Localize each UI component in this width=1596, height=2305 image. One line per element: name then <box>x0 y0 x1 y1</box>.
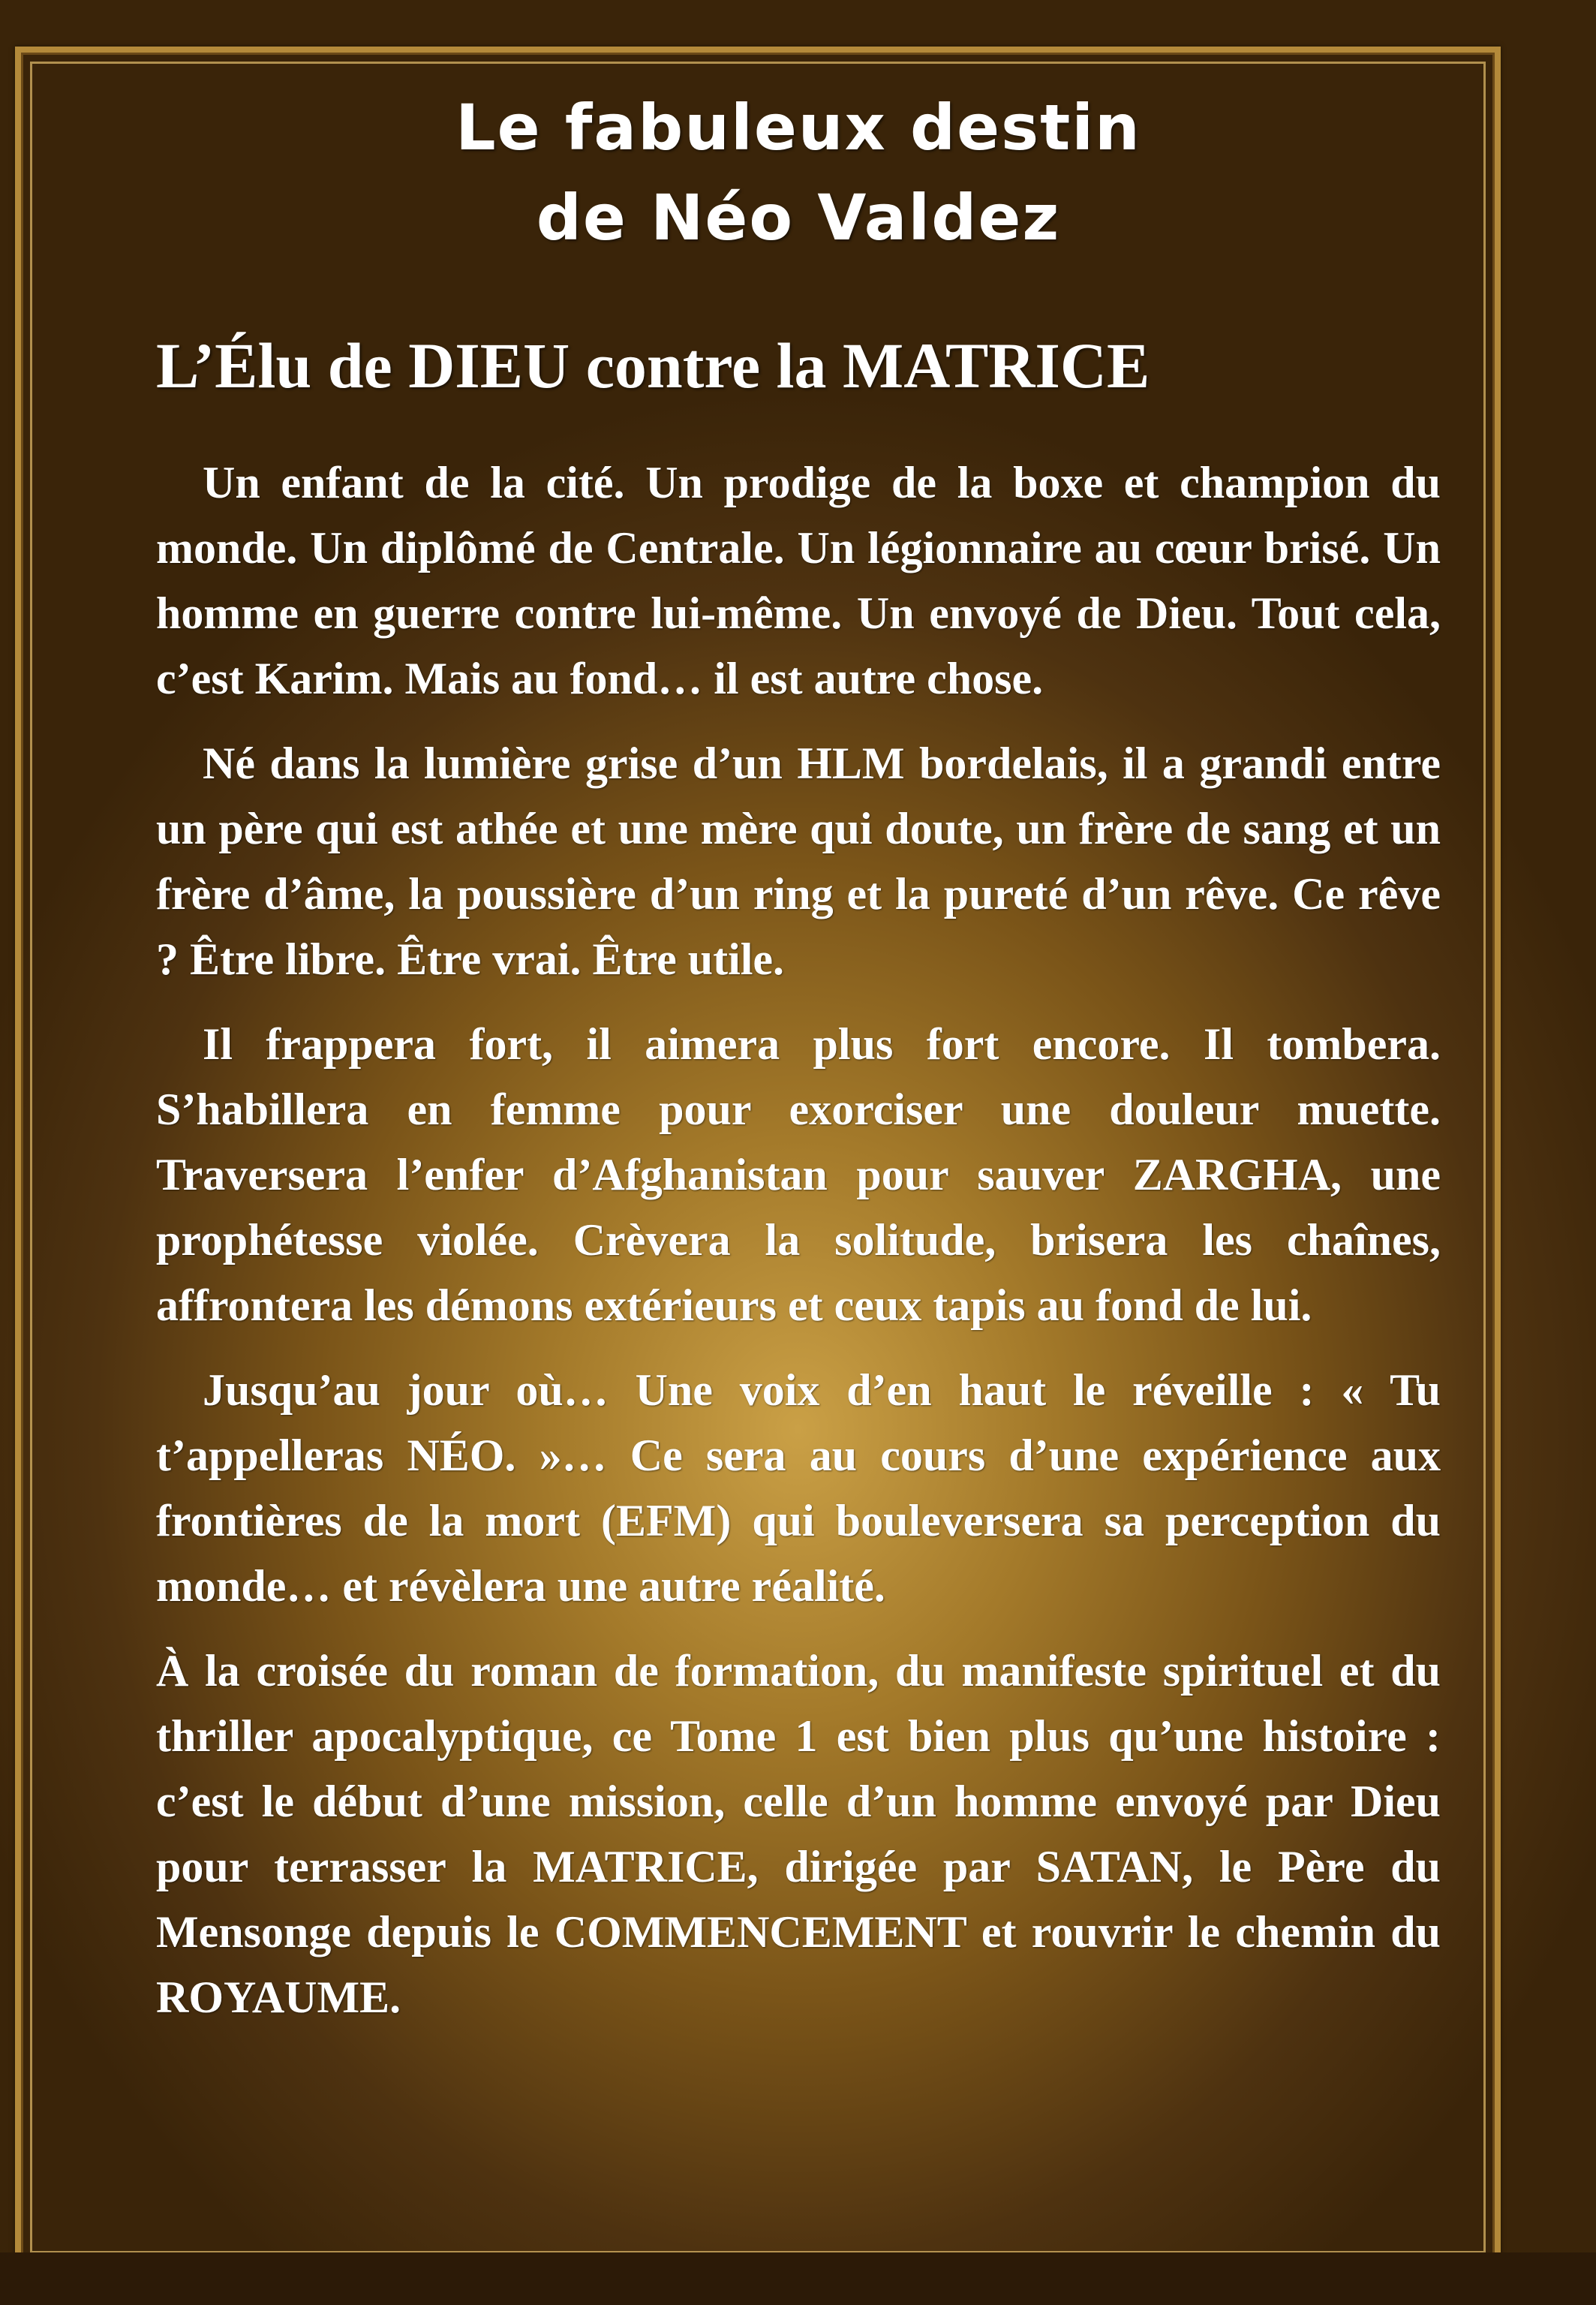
book-title-line-2: de Néo Valdez <box>536 181 1061 254</box>
blurb-paragraph-4: Jusqu’au jour où… Une voix d’en haut le réveille : « Tu t’appelleras NÉO. »… Ce sera au cours d’une expérience aux frontières de la mort (EFM) qui bouleversera sa perception du monde… et révèlera une autre réalité. <box>156 1365 1441 1611</box>
blurb <box>156 450 1441 2030</box>
book-title-line-1: Le fabuleux destin <box>455 91 1141 164</box>
blurb-paragraph-3: Il frappera fort, il aimera plus fort encore. Il tombera. S’habillera en femme pour exorciser une douleur muette. Traversera l’enfer d’Afghanistan pour sauver ZARGHA, une prophétesse violée. Crèvera la solitude, brisera les chaînes, affrontera les démons extérieurs et ceux tapis au fond de lui. <box>156 1019 1441 1330</box>
blurb-paragraph-5: À la croisée du roman de formation, du manifeste spirituel et du thriller apocalyptique, ce Tome 1 est bien plus qu’une histoire : c’est le début d’une mission, celle d’un homme envoyé par Dieu pour terrasser la MATRICE, dirigée par SATAN, le Père du Mensonge depuis le COMMENCEMENT et rouvrir le chemin du ROYAUME. <box>156 1646 1441 2022</box>
book-subtitle: L’Élu de DIEU contre la MATRICE <box>156 330 1150 402</box>
book-title <box>156 83 1441 263</box>
cover-text-block <box>156 83 1441 2050</box>
blurb-paragraph-2: Né dans la lumière grise d’un HLM bordelais, il a grandi entre un père qui est athée et une mère qui doute, un frère de sang et un frère d’âme, la poussière d’un ring et la pureté d’un rêve. Ce rêve ? Être libre. Être vrai. Être utile. <box>156 739 1441 984</box>
blurb-paragraph-1: Un enfant de la cité. Un prodige de la boxe et champion du monde. Un diplômé de Centrale. Un légionnaire au cœur brisé. Un homme en guerre contre lui-même. Un envoyé de Dieu. Tout cela, c’est Karim. Mais au fond… il est autre chose. <box>156 458 1441 703</box>
